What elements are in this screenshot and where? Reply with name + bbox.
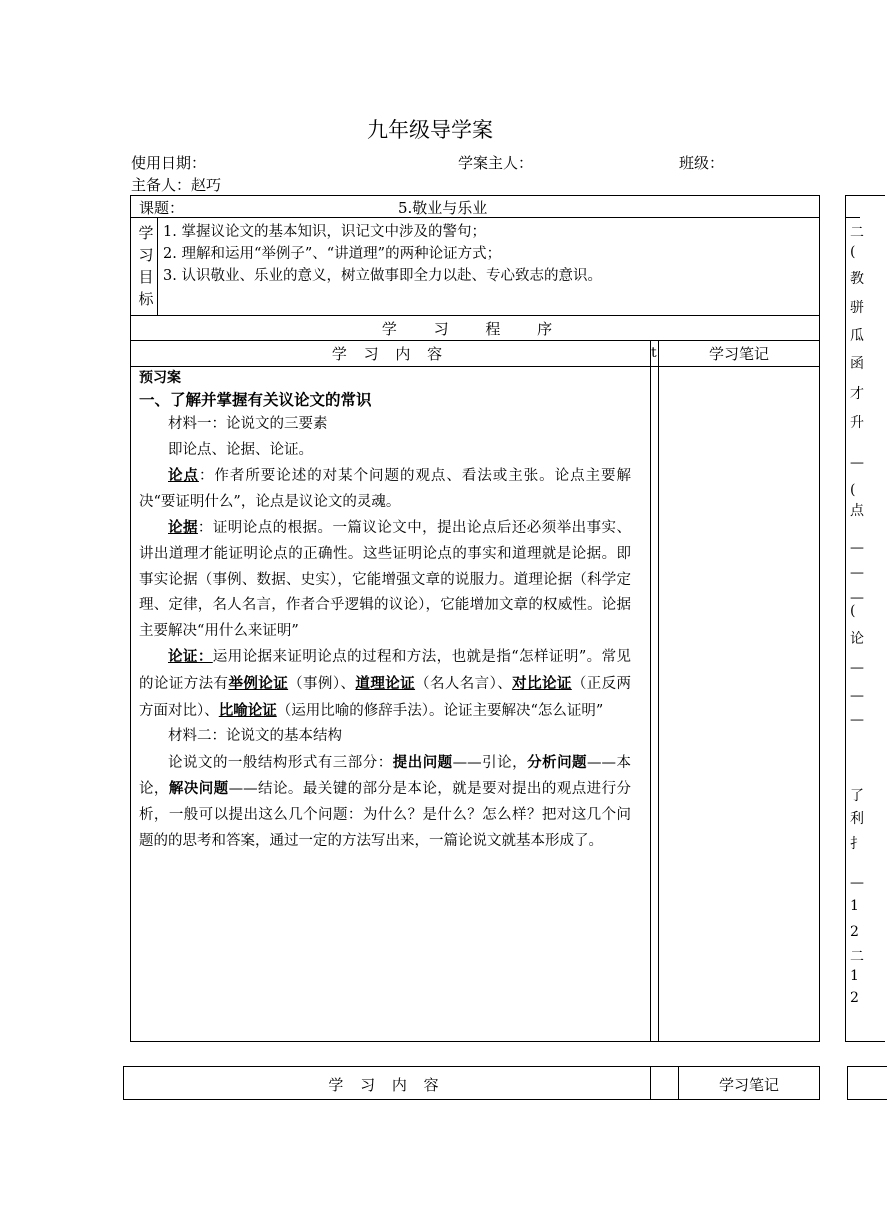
goals-divider — [157, 217, 158, 315]
goal-item: 1. 掌握议论文的基本知识，识记文中涉及的警句； — [163, 224, 486, 240]
adjacent-page-char: 瓜 — [850, 328, 864, 344]
preparer-label: 主备人：赵巧 — [131, 176, 222, 194]
material-1: 材料一：论说文的三要素 — [168, 416, 328, 432]
adjacent-page-char: 点 — [850, 503, 864, 519]
column-header-divider — [130, 366, 820, 367]
method-reasoning-note: （名人名言）、 — [415, 675, 513, 692]
use-date-label: 使用日期： — [131, 154, 207, 172]
method-analogy: 比喻论证 — [218, 701, 277, 719]
method-reasoning: 道理论证 — [355, 674, 416, 692]
lunzheng-text: 运用论据来证明论点的过程和方法，也就是指“怎样证明”。常见的论证方法有 — [139, 649, 632, 692]
class-label: 班级： — [679, 154, 725, 172]
adjacent-page-char: 二 — [850, 949, 864, 965]
structure-analyze: 分析问题 — [527, 753, 588, 771]
lunzheng-term: 论证： — [168, 648, 213, 666]
column-divider-mid-left — [650, 340, 651, 1042]
next-column-header-notes: 学习笔记 — [718, 1076, 779, 1094]
column-header-notes: 学习笔记 — [708, 345, 769, 363]
adjacent-page-char: 才 — [850, 386, 864, 402]
goal-item: 3. 认识敬业、乐业的意义，树立做事即全力以赴、专心致志的意识。 — [163, 268, 602, 284]
adjacent-page-char: 扌 — [850, 836, 864, 852]
adjacent-page-char: 2 — [850, 924, 859, 940]
goals-label-char: 目 — [138, 268, 154, 286]
adjacent-page-char: — — [850, 455, 864, 471]
adjacent-page-char: — — [850, 590, 864, 606]
adjacent-page-char: 利 — [850, 811, 864, 827]
lunju-paragraph — [139, 515, 631, 644]
adjacent-page-char: 函 — [850, 356, 864, 372]
column-divider-mid-right — [658, 340, 659, 1042]
structure-raise: 提出问题 — [392, 753, 453, 771]
adjacent-page-char: 二 — [850, 225, 864, 241]
procedure-title: 学 习 程 序 — [381, 320, 569, 338]
topic-value: 5.敬业与乐业 — [398, 199, 488, 217]
adjacent-page-char: 了 — [850, 788, 864, 804]
adjacent-page-char: 教 — [850, 271, 864, 287]
adjacent-page-char: — — [850, 660, 864, 676]
section-title: 预习案 — [139, 370, 181, 386]
adjacent-page-char: 2 — [850, 990, 859, 1006]
structure-intro: 论说文的一般结构形式有三部分： — [168, 754, 393, 771]
study-content — [139, 368, 631, 854]
structure-analyze-note: ——本论， — [139, 754, 632, 798]
column-header-content: 学 习 内 容 — [331, 345, 449, 363]
adjacent-page-char: 升 — [850, 415, 864, 431]
method-contrast: 对比论证 — [512, 674, 572, 692]
adjacent-page-char: — — [850, 875, 864, 891]
lundian-text: ：作者所要论述的对某个问题的观点、看法或主张。论点主要解决“要证明什么”，论点是议论文的灵魂。 — [139, 468, 632, 510]
adjacent-page-char: ( — [850, 603, 856, 619]
adjacent-page-char: — — [850, 565, 864, 581]
procedure-row-divider — [130, 340, 820, 341]
method-example-note: （事例）、 — [288, 675, 356, 692]
goals-row-divider — [130, 315, 820, 316]
adjacent-page-char: 1 — [850, 968, 859, 984]
topic-label: 课题： — [139, 199, 185, 217]
document-title: 九年级导学案 — [367, 118, 493, 142]
heading-1: 一、了解并掌握有关议论文的常识 — [139, 390, 372, 409]
goals-label-char: 习 — [138, 246, 154, 264]
lunju-term: 论据 — [168, 519, 198, 537]
structure-solve: 解决问题 — [168, 780, 229, 798]
next-divider-1 — [650, 1066, 651, 1100]
material-2: 材料二：论说文的基本结构 — [168, 728, 342, 745]
goals-label-char: 标 — [138, 290, 154, 308]
column-header-mid: t — [651, 345, 657, 361]
lundian-term: 论点 — [168, 467, 199, 485]
adjacent-page-char: 论 — [850, 631, 864, 647]
adjacent-page-char: 1 — [850, 898, 859, 914]
method-contrast-note: （正反两方面对比）、 — [139, 675, 632, 719]
adjacent-page-char: — — [850, 540, 864, 556]
next-column-header-content: 学 习 内 容 — [328, 1076, 445, 1094]
structure-paragraph — [139, 750, 631, 854]
method-example: 举例论证 — [228, 674, 289, 692]
goals-label-char: 学 — [138, 224, 154, 242]
adjacent-page-char: — — [850, 688, 864, 704]
lunzheng-paragraph — [139, 644, 631, 724]
adjacent-page-divider — [845, 217, 860, 218]
goal-item: 2. 理解和运用“举例子”、“讲道理”的两种论证方式； — [163, 246, 502, 262]
lunju-text: ：证明论点的根据。一篇议论文中，提出论点后还必须举出事实、讲出道理才能证明论点的正确性。这些证明论点的事实和道理就是论据。即事实论据（事例、数据、史实），它能增强文章的说服力。道理论据（科学定理、定律，名人名言，作者合乎逻辑的议论），它能增加文章的权威性。论据主要解决“用什么来证明” — [139, 520, 632, 639]
adjacent-page-char: 骈 — [850, 300, 864, 316]
adjacent-page-char: — — [850, 712, 864, 728]
adjacent-next-table — [847, 1066, 887, 1100]
structure-raise-note: ——引论， — [452, 754, 528, 771]
structure-rest: ——结论。最关键的部分是本论，就是要对提出的观点进行分析，一般可以提出这么几个问题：为什么？是什么？怎么样？把对这几个问题的的思考和答案，通过一定的方法写出来，一篇论说文就基本形成了。 — [139, 781, 632, 849]
owner-label: 学案主人： — [458, 154, 534, 172]
adjacent-page-char: ( — [850, 482, 856, 498]
lundian-paragraph — [139, 463, 631, 515]
method-analogy-note: （运用比喻的修辞手法）。论证主要解决“怎么证明” — [276, 702, 604, 719]
adjacent-page-char: ( — [850, 244, 856, 260]
three-elements: 即论点、论据、论证。 — [168, 441, 313, 458]
